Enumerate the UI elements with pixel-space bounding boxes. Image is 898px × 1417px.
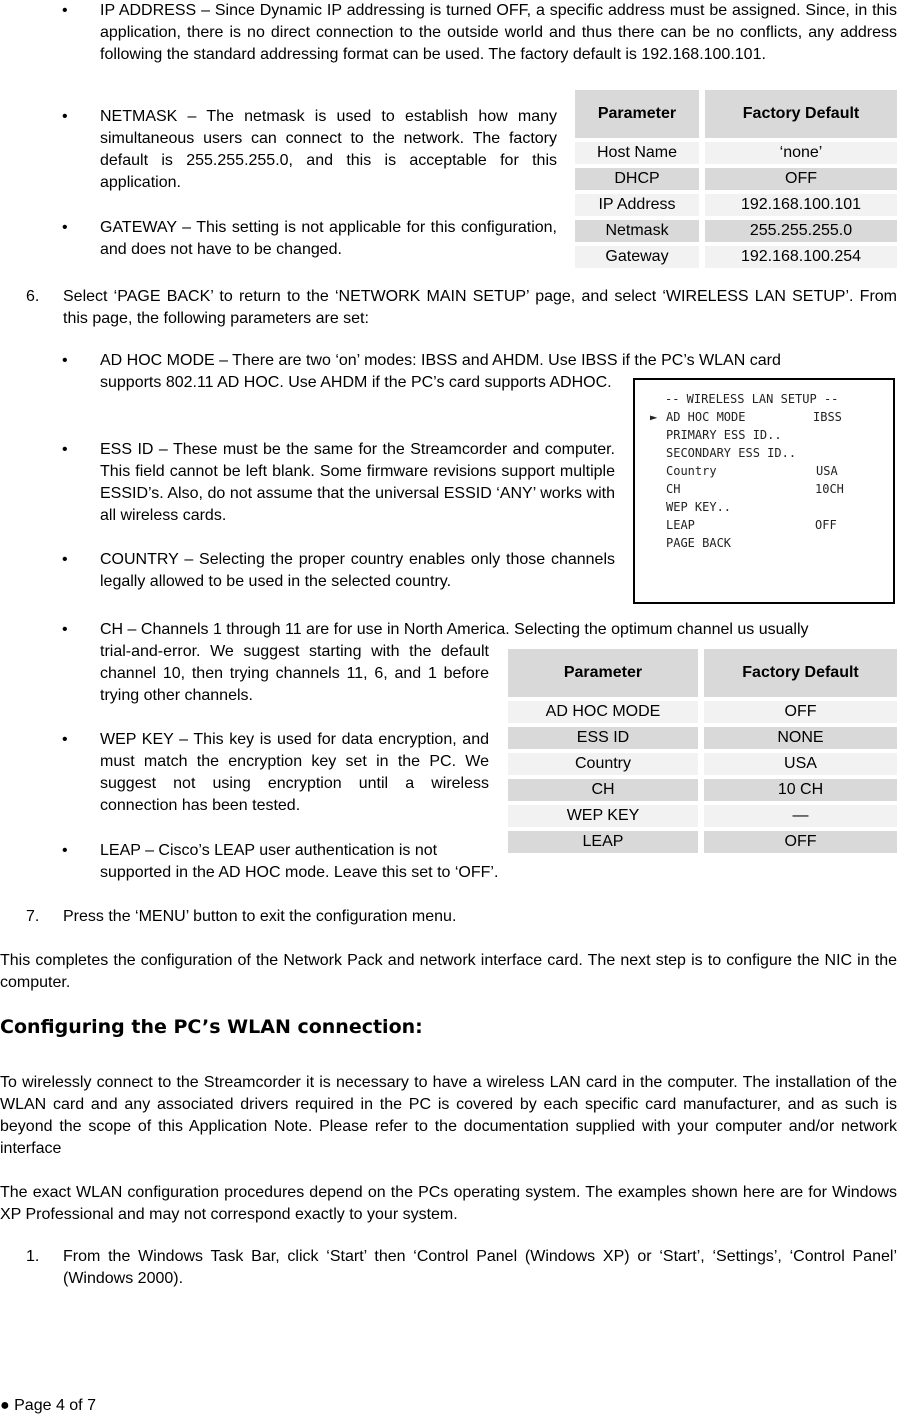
- section-heading: Configuring the PC’s WLAN connection:: [0, 1016, 423, 1038]
- table-cell: WEP KEY: [508, 805, 698, 827]
- netmask-paragraph: NETMASK – The netmask is used to establish how many simultaneous users can connect to the network. The factory default is 255.255.255.0, and this is acceptable for this application.: [100, 108, 557, 191]
- wireless-lan-setup-screen: [633, 378, 895, 604]
- table-row: [508, 831, 897, 853]
- ch-first-line: CH – Channels 1 through 11 are for use in North America. Selecting the optimum channel us usually: [100, 621, 809, 638]
- table-row: [508, 701, 897, 723]
- gateway-paragraph: GATEWAY – This setting is not applicable for this configuration, and does not have to be changed.: [100, 219, 557, 258]
- ip-address-paragraph: IP ADDRESS – Since Dynamic IP addressing is turned OFF, a specific address must be assigned. Since, in this application, there is no direct connection to the outside world and thus there can be no conflicts, any address following the standard addressing format can be used. The factory default is 192.168.100.101.: [100, 2, 897, 63]
- table-cell: DHCP: [575, 168, 699, 190]
- table-cell: 192.168.100.254: [705, 246, 897, 268]
- table-row: [575, 142, 897, 164]
- step-number: 1.: [26, 1248, 40, 1265]
- screen-item-label: PAGE BACK: [666, 536, 732, 550]
- screen-title: -- WIRELESS LAN SETUP --: [665, 392, 839, 406]
- table-header: Factory Default: [704, 649, 897, 697]
- table-cell: Country: [508, 753, 698, 775]
- page-number: Page 4 of 7: [14, 1397, 96, 1414]
- screen-item-label: PRIMARY ESS ID..: [666, 428, 782, 442]
- table-cell: USA: [704, 753, 897, 775]
- table-header: Parameter: [575, 90, 699, 138]
- country-paragraph: COUNTRY – Selecting the proper country enables only those channels legally allowed to be used in the selected country.: [100, 551, 615, 590]
- table-cell: ESS ID: [508, 727, 698, 749]
- ad-hoc-first-line: AD HOC MODE – There are two ‘on’ modes: IBSS and AHDM. Use IBSS if the PC’s WLAN card: [100, 352, 781, 369]
- table-header: Factory Default: [705, 90, 897, 138]
- step-number: 7.: [26, 908, 40, 925]
- footer-dot-icon: ●: [0, 1397, 10, 1414]
- network-defaults-table: [569, 86, 898, 272]
- table-cell: ‘none’: [705, 142, 897, 164]
- wep-key-paragraph: WEP KEY – This key is used for data encryption, and must match the encryption key set in the PC. We suggest not using encryption until a wireless connection has been tested.: [100, 731, 489, 814]
- table-row: [508, 779, 897, 801]
- leap-first-line: LEAP – Cisco’s LEAP user authentication is not: [100, 842, 438, 859]
- table-row: [508, 805, 897, 827]
- step-number: 6.: [26, 288, 40, 305]
- screen-item-label: Country: [666, 464, 717, 478]
- screen-item-label: CH: [666, 482, 681, 496]
- bullet-marker: •: [62, 551, 68, 568]
- table-cell: —: [704, 805, 897, 827]
- bullet-marker: •: [62, 352, 68, 369]
- table-row: [575, 246, 897, 268]
- table-cell: 192.168.100.101: [705, 194, 897, 216]
- table-header: Parameter: [508, 649, 698, 697]
- screen-item-value: IBSS: [813, 410, 842, 424]
- screen-item-value: USA: [816, 464, 838, 478]
- table-cell: 255.255.255.0: [705, 220, 897, 242]
- screen-item-label: LEAP: [666, 518, 695, 532]
- table-row: [508, 727, 897, 749]
- table-cell: Netmask: [575, 220, 699, 242]
- table-row: [575, 194, 897, 216]
- screen-cursor: ►: [650, 410, 658, 424]
- step-6-text: Select ‘PAGE BACK’ to return to the ‘NETWORK MAIN SETUP’ page, and select ‘WIRELESS LAN SETUP’. From this page, the following parameters are set:: [63, 288, 897, 327]
- table-cell: OFF: [704, 701, 897, 723]
- screen-item-label: AD HOC MODE: [666, 410, 746, 424]
- bullet-marker: •: [62, 441, 68, 458]
- table-cell: 10 CH: [704, 779, 897, 801]
- ad-hoc-paragraph: supports 802.11 AD HOC. Use AHDM if the PC’s card supports ADHOC.: [100, 374, 612, 391]
- bullet-marker: •: [62, 108, 68, 125]
- table-cell: LEAP: [508, 831, 698, 853]
- bullet-marker: •: [62, 219, 68, 236]
- table-cell: OFF: [704, 831, 897, 853]
- step-1-text: From the Windows Task Bar, click ‘Start’ then ‘Control Panel (Windows XP) or ‘Start’, ‘Settings’, ‘Control Panel’ (Windows 2000).: [63, 1248, 897, 1287]
- table-row: [575, 220, 897, 242]
- bullet-marker: •: [62, 2, 68, 19]
- table-cell: CH: [508, 779, 698, 801]
- ch-paragraph: trial-and-error. We suggest starting with the default channel 10, then trying channels 11, 6, and 1 before trying other channels.: [100, 643, 489, 704]
- table-cell: Host Name: [575, 142, 699, 164]
- screen-item-value: 10CH: [815, 482, 844, 496]
- table-row: [508, 753, 897, 775]
- screen-item-label: WEP KEY..: [666, 500, 732, 514]
- table-cell: OFF: [705, 168, 897, 190]
- wlan-card-paragraph: To wirelessly connect to the Streamcorder it is necessary to have a wireless LAN card in the computer. The installation of the WLAN card and any associated drivers required in the PC is covered by each specific card manufacturer, and as such is beyond the scope of this Application Note. Please refer to the documentation supplied with your computer and/or network interface: [0, 1074, 897, 1157]
- screen-item-value: OFF: [815, 518, 837, 532]
- leap-second-line: supported in the AD HOC mode. Leave this set to ‘OFF’.: [100, 864, 499, 881]
- bullet-marker: •: [62, 842, 68, 859]
- ess-id-paragraph: ESS ID – These must be the same for the Streamcorder and computer. This field cannot be left blank. Some firmware revisions support multiple ESSID’s. Also, do not assume that the universal ESSID ‘ANY’ works with all wireless cards.: [100, 441, 615, 524]
- completion-paragraph: This completes the configuration of the Network Pack and network interface card. The next step is to configure the NIC in the computer.: [0, 952, 897, 991]
- page-footer: [0, 1395, 96, 1417]
- screen-item-label: SECONDARY ESS ID..: [666, 446, 797, 460]
- bullet-marker: •: [62, 731, 68, 748]
- bullet-marker: •: [62, 621, 68, 638]
- step-7-text: Press the ‘MENU’ button to exit the configuration menu.: [63, 908, 457, 925]
- os-note-paragraph: The exact WLAN configuration procedures depend on the PCs operating system. The examples shown here are for Windows XP Professional and may not correspond exactly to your system.: [0, 1184, 897, 1223]
- table-cell: Gateway: [575, 246, 699, 268]
- wireless-defaults-table: [502, 645, 898, 857]
- table-cell: AD HOC MODE: [508, 701, 698, 723]
- table-cell: NONE: [704, 727, 897, 749]
- table-row: [575, 168, 897, 190]
- table-cell: IP Address: [575, 194, 699, 216]
